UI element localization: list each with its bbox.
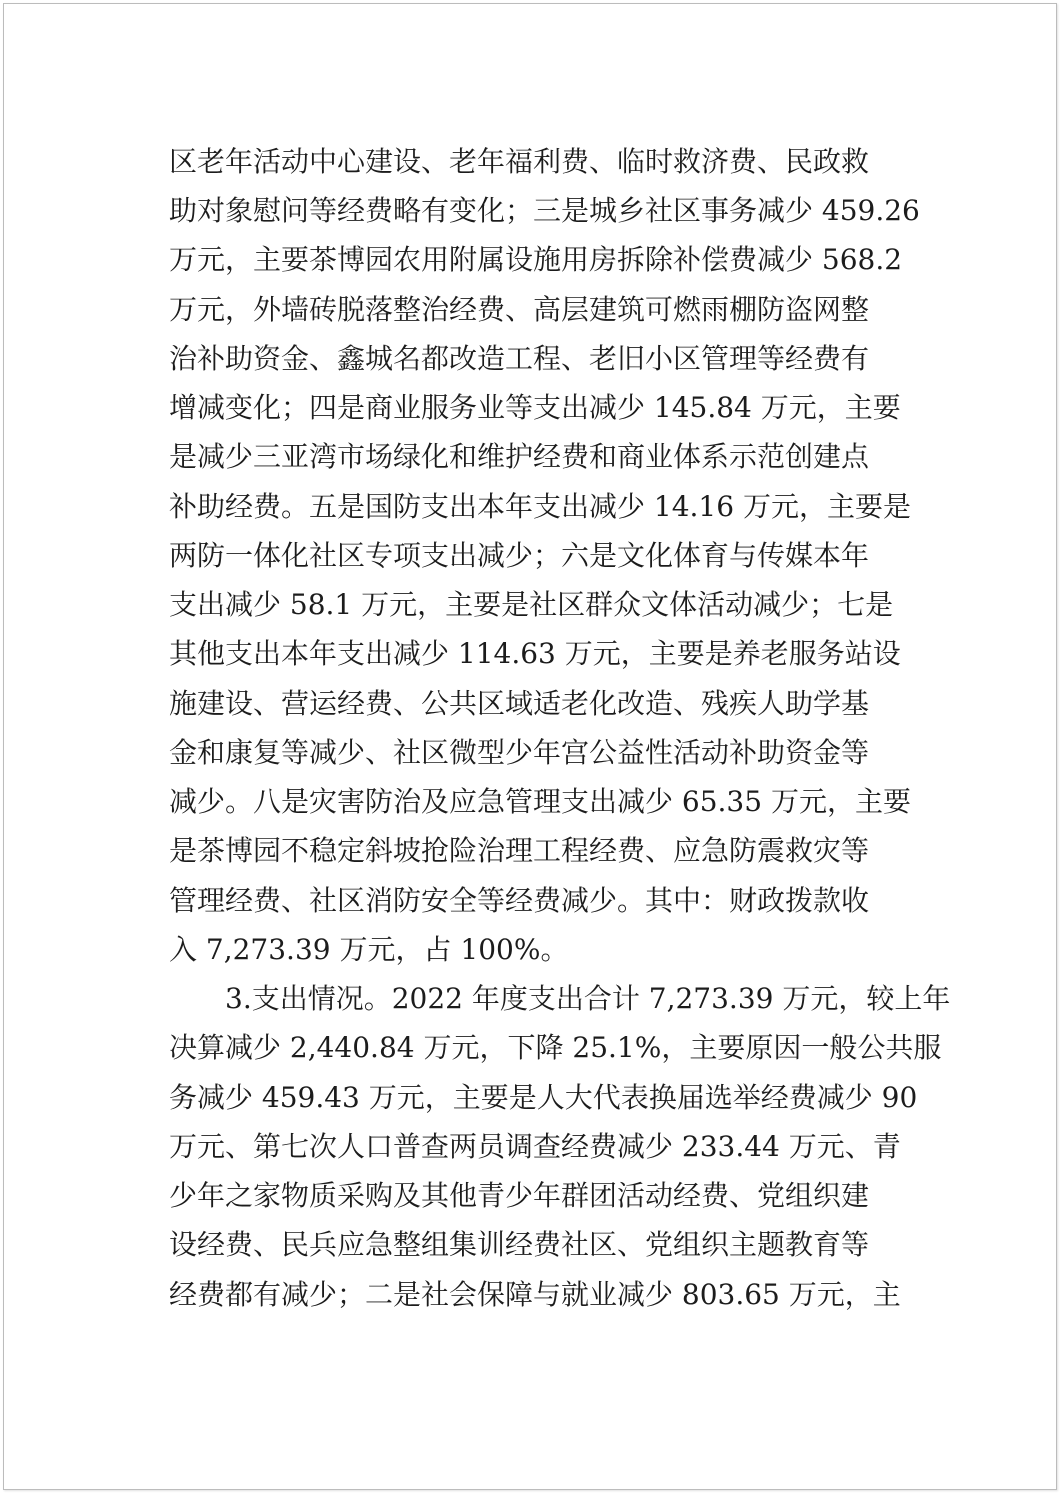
text-line: 两防一体化社区专项支出减少；六是文化体育与传媒本年 — [169, 539, 870, 572]
text-line: 是减少三亚湾市场绿化和维护经费和商业体系示范创建点 — [169, 440, 870, 473]
text-line: 区老年活动中心建设、老年福利费、临时救济费、民政救 — [169, 145, 870, 178]
text-line: 助对象慰问等经费略有变化；三是城乡社区事务减少 459.26 — [169, 194, 920, 227]
text-line: 管理经费、社区消防安全等经费减少。其中：财政拨款收 — [169, 884, 870, 917]
page-frame — [3, 3, 1057, 1490]
text-line: 支出减少 58.1 万元，主要是社区群众文体活动减少；七是 — [169, 588, 894, 621]
text-line: 决算减少 2,440.84 万元，下降 25.1%，主要原因一般公共服 — [169, 1031, 942, 1064]
text-line: 减少。八是灾害防治及应急管理支出减少 65.35 万元，主要 — [169, 785, 911, 818]
text-line: 万元，外墙砖脱落整治经费、高层建筑可燃雨棚防盗网整 — [169, 293, 870, 326]
text-line: 治补助资金、鑫城名都改造工程、老旧小区管理等经费有 — [169, 342, 870, 375]
text-line: 其他支出本年支出减少 114.63 万元，主要是养老服务站设 — [169, 637, 901, 670]
text-line: 设经费、民兵应急整组集训经费社区、党组织主题教育等 — [169, 1228, 870, 1261]
text-line: 金和康复等减少、社区微型少年宫公益性活动补助资金等 — [169, 736, 870, 769]
text-line: 是茶博园不稳定斜坡抢险治理工程经费、应急防震救灾等 — [169, 834, 870, 867]
text-line: 入 7,273.39 万元，占 100%。 — [169, 933, 569, 966]
text-line: 务减少 459.43 万元，主要是人大代表换届选举经费减少 90 — [169, 1081, 918, 1114]
text-line: 增减变化；四是商业服务业等支出减少 145.84 万元，主要 — [169, 391, 901, 424]
text-line: 少年之家物质采购及其他青少年群团活动经费、党组织建 — [169, 1179, 870, 1212]
text-line: 经费都有减少；二是社会保障与就业减少 803.65 万元，主 — [169, 1278, 901, 1311]
text-line: 补助经费。五是国防支出本年支出减少 14.16 万元，主要是 — [169, 490, 911, 523]
text-line: 万元，主要茶博园农用附属设施用房拆除补偿费减少 568.2 — [169, 243, 903, 276]
text-line: 万元、第七次人口普查两员调查经费减少 233.44 万元、青 — [169, 1130, 901, 1163]
paragraph-start-line: 3.支出情况。2022 年度支出合计 7,273.39 万元，较上年 — [225, 982, 951, 1015]
text-line: 施建设、营运经费、公共区域适老化改造、残疾人助学基 — [169, 687, 870, 720]
